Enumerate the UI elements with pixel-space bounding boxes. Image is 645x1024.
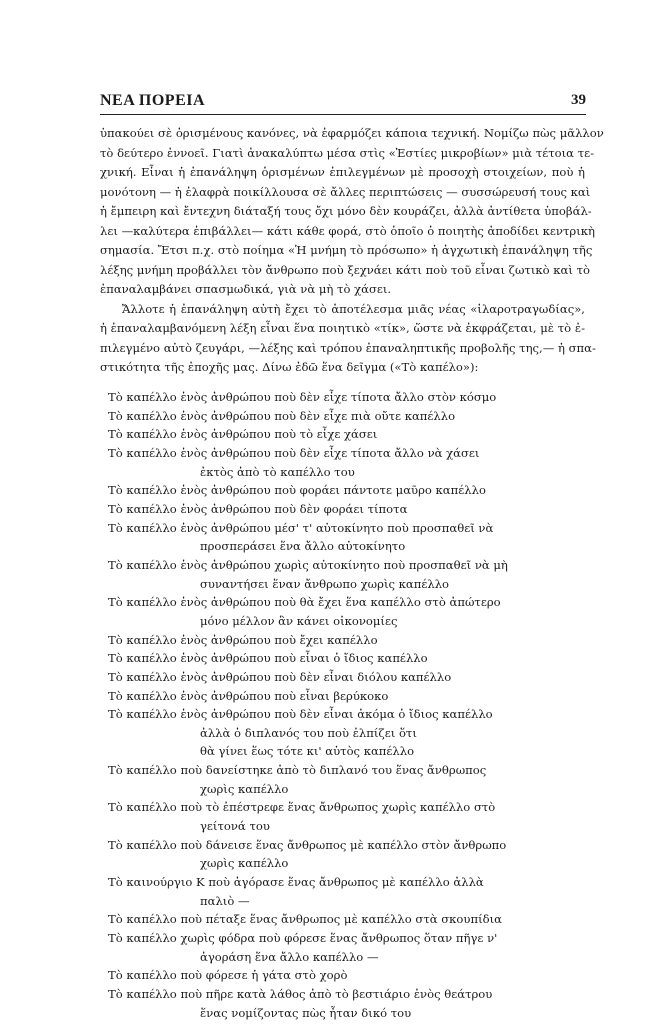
page-number: 39 bbox=[571, 92, 586, 108]
body-text bbox=[100, 124, 604, 378]
prose-line: Ἄλλοτε ἡ ἐπανάληψη αὐτὴ ἔχει τὸ ἀποτέλεσμα μιᾶς νέας «ἱλαροτραγωδίας», bbox=[122, 301, 585, 316]
prose-line: πιλεγμένο αὐτὸ ζευγάρι, —λέξης καὶ τρόπου ἐπαναληπτικῆς προβολῆς της,— ἡ σπα- bbox=[100, 340, 596, 355]
poem-line: Τὸ καπέλλο ἑνὸς ἀνθρώπου χωρὶς αὐτοκίνητο ποὺ προσπαθεῖ νὰ μὴ bbox=[108, 557, 508, 572]
poem-line: Τὸ καπέλλο ἑνὸς ἀνθρώπου ποὺ δὲν εἶναι ἀκόμα ὁ ἴδιος καπέλλο bbox=[108, 707, 493, 722]
poem-line: Τὸ καπέλλο ἑνὸς ἀνθρώπου ποὺ δὲν εἶχε τίποτα ἄλλο στὸν κόσμο bbox=[108, 390, 497, 404]
poem-line: Τὸ καπέλλο ποὺ δανείστηκε ἀπὸ τὸ διπλανό του ἕνας ἄνθρωπος bbox=[108, 763, 487, 778]
poem-line: Τὸ καπέλλο ἑνὸς ἀνθρώπου μέσ' τ' αὐτοκίνητο ποὺ προσπαθεῖ νὰ bbox=[108, 520, 494, 535]
poem-line: Τὸ καπέλλο ποὺ τὸ ἐπέστρεφε ἕνας ἄνθρωπος χωρὶς καπέλλο στὸ bbox=[108, 800, 496, 815]
poem-continuation-line: γείτονά του bbox=[200, 819, 270, 834]
prose-line: μονότονη — ἡ ἐλαφρὰ ποικίλλουσα σὲ ἄλλες περιπτώσεις — συσσώρευσή τους καὶ bbox=[100, 184, 591, 199]
poem-line: Τὸ καπέλλο ἑνὸς ἀνθρώπου ποὺ δὲν εἶχε τίποτα ἄλλο νὰ χάσει bbox=[108, 445, 480, 460]
poem-continuation-line: χωρὶς καπέλλο bbox=[200, 856, 289, 871]
poem-line: Τὸ καπέλλο ποὺ φόρεσε ἡ γάτα στὸ χορὸ bbox=[108, 968, 348, 983]
poem-continuation-line: ἕνας νομίζοντας πὼς ἦταν δικό του bbox=[200, 1005, 412, 1020]
poem-line: Τὸ καπέλλο ποὺ δάνεισε ἕνας ἄνθρωπος μὲ καπέλλο στὸν ἄνθρωπο bbox=[108, 837, 507, 852]
poem-line: Τὸ καπέλλο ἑνὸς ἀνθρώπου ποὺ δὲν εἶχε πιὰ οὔτε καπέλλο bbox=[108, 408, 456, 423]
poem-continuation-line: ἀγοράση ἕνα ἄλλο καπέλλο — bbox=[200, 949, 379, 964]
poem-line: Τὸ καπέλλο ἑνὸς ἀνθρώπου ποὺ δὲν φοράει τίποτα bbox=[108, 501, 408, 516]
prose-line: λει —καλύτερα ἐπιβάλλει— κάτι κάθε φορά, στὸ ὁποῖο ὁ ποιητὴς ἀποδίδει κεντρικὴ bbox=[100, 223, 595, 238]
prose-line: τὸ δεύτερο ἐννοεῖ. Γιατὶ ἀνακαλύπτω μέσα στὶς «Ἑστίες μικροβίων» μιὰ τέτοια τε- bbox=[100, 145, 595, 160]
poem-line: Τὸ καπέλλο ἑνὸς ἀνθρώπου ποὺ τὸ εἶχε χάσει bbox=[108, 427, 378, 442]
poem-line: Τὸ καπέλλο ποὺ πέταξε ἕνας ἄνθρωπος μὲ καπέλλο στὰ σκουπίδια bbox=[108, 912, 502, 927]
poem-continuation-line: ἀλλὰ ὁ διπλανός του ποὺ ἐλπίζει ὅτι bbox=[200, 725, 417, 740]
poem-line: Τὸ καπέλλο ἑνὸς ἀνθρώπου ποὺ εἶναι ὁ ἴδιος καπέλλο bbox=[108, 651, 428, 666]
prose-line: ἡ ἔμπειρη καὶ ἔντεχνη διάταξή τους ὄχι μόνο δὲν κουράζει, ἀλλὰ ἀντίθετα ὑποβάλ- bbox=[100, 204, 592, 218]
prose-line: λέξης μνήμη προβάλλει τὸν ἄνθρωπο ποὺ ξεχνάει κάτι ποὺ τοῦ εἶναι ζωτικὸ καὶ τὸ bbox=[100, 262, 590, 277]
prose-line: χνική. Εἶναι ἡ ἐπανάληψη ὁρισμένων ἐπιλεγμένων μὲ προσοχὴ στοιχείων, ποὺ ἡ bbox=[100, 165, 585, 179]
poem-continuation-line: παλιὸ — bbox=[200, 893, 250, 908]
prose-line: ἐπαναλαμβάνει σπασμωδικά, γιὰ νὰ μὴ τὸ χάσει. bbox=[100, 282, 392, 296]
running-header bbox=[100, 92, 586, 115]
poem-continuation-line: συναντήσει ἕναν ἄνθρωπο χωρὶς καπέλλο bbox=[200, 576, 450, 591]
poem-continuation-line: ἐκτὸς ἀπὸ τὸ καπέλλο του bbox=[200, 464, 355, 479]
prose-line: στικότητα τῆς ἐποχῆς μας. Δίνω ἐδῶ ἕνα δεῖγμα («Τὸ καπέλο»): bbox=[100, 360, 479, 374]
journal-title: ΝΕΑ ΠΟΡΕΙΑ bbox=[100, 92, 206, 109]
prose-line: σημασία. Ἔτσι π.χ. στὸ ποίημα «Ἡ μνήμη τὸ πρόσωπο» ἡ ἀγχωτικὴ ἐπανάληψη τῆς bbox=[100, 243, 593, 257]
poem-continuation-line: χωρὶς καπέλλο bbox=[200, 781, 289, 796]
prose-line: ἡ ἐπαναλαμβανόμενη λέξη εἶναι ἕνα ποιητικὸ «τίκ», ὥστε νὰ ἐκφράζεται, μὲ τὸ ἐ- bbox=[100, 321, 585, 335]
poem-line: Τὸ καπέλλο ἑνὸς ἀνθρώπου ποὺ εἶναι βερύκοκο bbox=[108, 688, 389, 703]
poem-line: Τὸ καπέλλο ἑνὸς ἀνθρώπου ποὺ φοράει πάντοτε μαῦρο καπέλλο bbox=[108, 483, 486, 498]
poem-continuation-line: προσπεράσει ἕνα ἄλλο αὐτοκίνητο bbox=[200, 539, 406, 554]
poem-line: Τὸ καινούργιο Κ ποὺ ἀγόρασε ἕνας ἄνθρωπος μὲ καπέλλο ἀλλὰ bbox=[108, 875, 484, 890]
poem-line: Τὸ καπέλλο ἑνὸς ἀνθρώπου ποὺ θὰ ἔχει ἕνα καπέλλο στὸ ἀπώτερο bbox=[108, 595, 501, 610]
poem-line: Τὸ καπέλλο ἑνὸς ἀνθρώπου ποὺ ἔχει καπέλλο bbox=[108, 632, 378, 647]
poem-line: Τὸ καπέλλο χωρὶς φόδρα ποὺ φόρεσε ἕνας ἄνθρωπος ὅταν πῆγε ν' bbox=[108, 931, 498, 946]
poem-line: Τὸ καπέλλο ἑνὸς ἀνθρώπου ποὺ δὲν εἶναι διόλου καπέλλο bbox=[108, 669, 452, 684]
poem-continuation-line: μόνο μέλλον ἂν κάνει οἰκονομίες bbox=[200, 613, 398, 628]
prose-line: ὑπακούει σὲ ὁρισμένους κανόνες, νὰ ἐφαρμόζει κάποια τεχνική. Νομίζω πὼς μᾶλλον bbox=[100, 126, 604, 140]
poem-line: Τὸ καπέλλο ποὺ πῆρε κατὰ λάθος ἀπὸ τὸ βεστιάριο ἑνὸς θεάτρου bbox=[108, 987, 493, 1001]
poem-quotation bbox=[108, 388, 578, 1022]
poem-continuation-line: θὰ γίνει ἕως τότε κι' αὐτὸς καπέλλο bbox=[200, 744, 415, 759]
